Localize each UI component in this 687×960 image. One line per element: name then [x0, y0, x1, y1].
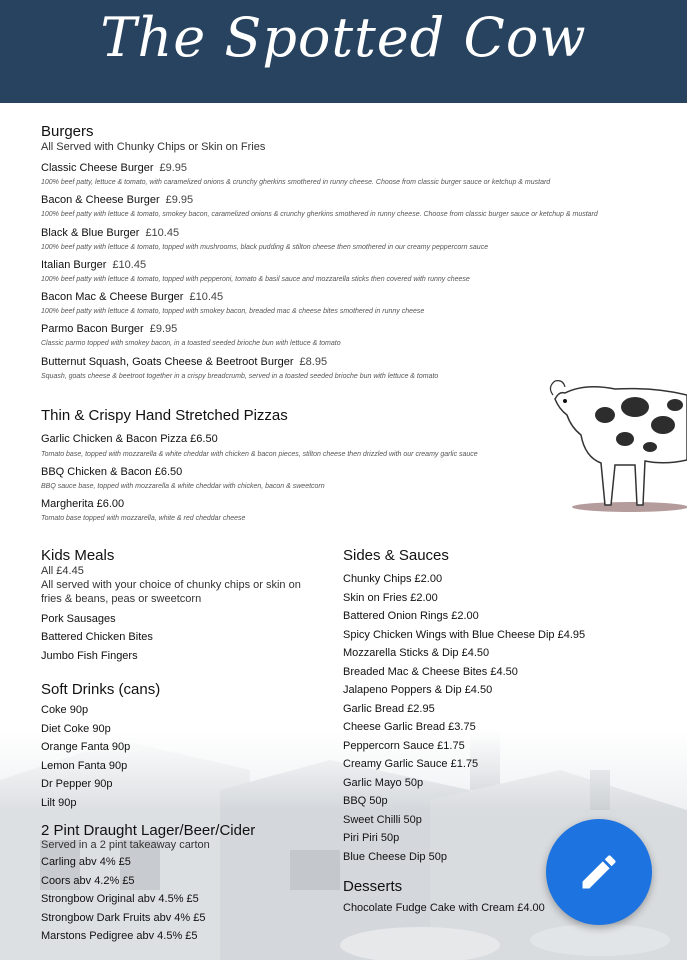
list-item: Peppercorn Sauce £1.75 — [343, 740, 465, 752]
list-item: Spicy Chicken Wings with Blue Cheese Dip £4.95 — [343, 629, 586, 641]
item-description: Tomato base topped with mozzarella, white & red cheddar cheese — [41, 515, 246, 522]
item-price: £10.45 — [112, 259, 147, 271]
menu-item: Garlic Chicken & Bacon Pizza £6.50 — [41, 433, 218, 445]
menu-item — [41, 323, 177, 335]
cow-illustration — [545, 365, 687, 515]
brand-title: The Spotted Cow — [100, 6, 587, 69]
item-name: Butternut Squash, Goats Cheese & Beetroot Burger — [41, 356, 294, 368]
item-description: Squash, goats cheese & beetroot together in a crispy breadcrumb, served in a toasted seeded brioche bun with lettuce & tomato — [41, 373, 439, 380]
list-item: Mozzarella Sticks & Dip £4.50 — [343, 647, 490, 659]
list-item: Jumbo Fish Fingers — [41, 650, 138, 662]
list-item: Piri Piri 50p — [343, 832, 400, 844]
list-item: Breaded Mac & Cheese Bites £4.50 — [343, 666, 518, 678]
list-item: Lilt 90p — [41, 797, 77, 809]
burgers-heading: Burgers — [41, 123, 94, 140]
list-item: Blue Cheese Dip 50p — [343, 851, 447, 863]
item-price: £9.95 — [149, 323, 178, 335]
list-item: Chunky Chips £2.00 — [343, 573, 443, 585]
list-item: Strongbow Dark Fruits abv 4% £5 — [41, 912, 206, 924]
soft-drinks-heading: Soft Drinks (cans) — [41, 681, 161, 698]
list-item: Cheese Garlic Bread £3.75 — [343, 721, 476, 733]
desserts-heading: Desserts — [343, 878, 403, 895]
item-name: Italian Burger — [41, 259, 107, 271]
item-description: 100% beef patty with lettuce & tomato, smokey bacon, caramelized onions & crunchy gherkins smothered in runny cheese. Choose from classic burger sauce or ketchup & mustard — [41, 211, 598, 218]
menu-item — [41, 227, 179, 239]
menu-item — [41, 194, 193, 206]
menu-item: BBQ Chicken & Bacon £6.50 — [41, 466, 183, 478]
menu-item: Margherita £6.00 — [41, 498, 125, 510]
kids-heading: Kids Meals — [41, 547, 115, 564]
item-price: £9.95 — [159, 162, 188, 174]
menu-item — [41, 291, 223, 303]
list-item: Battered Onion Rings £2.00 — [343, 610, 479, 622]
item-name: Parmo Bacon Burger — [41, 323, 144, 335]
list-item: Battered Chicken Bites — [41, 631, 153, 643]
lager-subtitle: Served in a 2 pint takeaway carton — [41, 839, 210, 851]
menu-item — [41, 162, 187, 174]
list-item: Orange Fanta 90p — [41, 741, 131, 753]
item-name: Bacon & Cheese Burger — [41, 194, 160, 206]
list-item: Garlic Bread £2.95 — [343, 703, 435, 715]
item-description: 100% beef patty, lettuce & tomato, with caramelized onions & crunchy gherkins smothered in runny cheese. Choose from classic burger sauce or ketchup & mustard — [41, 179, 551, 186]
burgers-subtitle: All Served with Chunky Chips or Skin on Fries — [41, 141, 266, 153]
list-item: Dr Pepper 90p — [41, 778, 113, 790]
menu-item — [41, 259, 146, 271]
list-item: Skin on Fries £2.00 — [343, 592, 438, 604]
list-item: Strongbow Original abv 4.5% £5 — [41, 893, 199, 905]
kids-price: All £4.45 — [41, 565, 84, 577]
item-price: £8.95 — [299, 356, 328, 368]
sides-heading: Sides & Sauces — [343, 547, 449, 564]
list-item: Coors abv 4.2% £5 — [41, 875, 135, 887]
item-name: Classic Cheese Burger — [41, 162, 154, 174]
item-price: £10.45 — [189, 291, 224, 303]
item-description: 100% beef patty with lettuce & tomato, topped with smokey bacon, breaded mac & cheese bites smothered in runny cheese — [41, 308, 425, 315]
list-item: Lemon Fanta 90p — [41, 760, 128, 772]
pencil-icon — [577, 850, 621, 894]
list-item: Creamy Garlic Sauce £1.75 — [343, 758, 479, 770]
list-item: Coke 90p — [41, 704, 89, 716]
item-description: 100% beef patty with lettuce & tomato, topped with pepperoni, tomato & basil sauce and mozzarella sticks then covered with runny cheese — [41, 276, 470, 283]
lager-heading: 2 Pint Draught Lager/Beer/Cider — [41, 822, 256, 839]
item-price: £9.95 — [165, 194, 194, 206]
pizzas-heading: Thin & Crispy Hand Stretched Pizzas — [41, 407, 288, 424]
item-description: BBQ sauce base, topped with mozzarella & white cheddar with chicken, bacon & sweetcorn — [41, 483, 325, 490]
list-item: Garlic Mayo 50p — [343, 777, 424, 789]
list-item: Chocolate Fudge Cake with Cream £4.00 — [343, 902, 545, 914]
item-description: Tomato base, topped with mozzarella & white cheddar with chicken & bacon pieces, stilton cheese then drizzled with our creamy garlic sauce — [41, 451, 478, 458]
menu-item — [41, 356, 327, 368]
list-item: Carling abv 4% £5 — [41, 856, 131, 868]
list-item: Diet Coke 90p — [41, 723, 111, 735]
list-item: Sweet Chilli 50p — [343, 814, 422, 826]
list-item: Marstons Pedigree abv 4.5% £5 — [41, 930, 198, 942]
kids-note: All served with your choice of chunky chips or skin on fries & beans, peas or sweetcorn — [41, 579, 301, 605]
item-name: Bacon Mac & Cheese Burger — [41, 291, 184, 303]
item-description: 100% beef patty with lettuce & tomato, topped with mushrooms, black pudding & stilton cheese then smothered in our creamy peppercorn sauce — [41, 244, 489, 251]
list-item: Jalapeno Poppers & Dip £4.50 — [343, 684, 493, 696]
header-banner — [0, 0, 687, 103]
list-item: Pork Sausages — [41, 613, 116, 625]
item-price: £10.45 — [145, 227, 180, 239]
list-item: BBQ 50p — [343, 795, 388, 807]
item-description: Classic parmo topped with smokey bacon, in a toasted seeded brioche bun with lettuce & tomato — [41, 340, 341, 347]
item-name: Black & Blue Burger — [41, 227, 140, 239]
edit-button[interactable] — [546, 819, 652, 925]
